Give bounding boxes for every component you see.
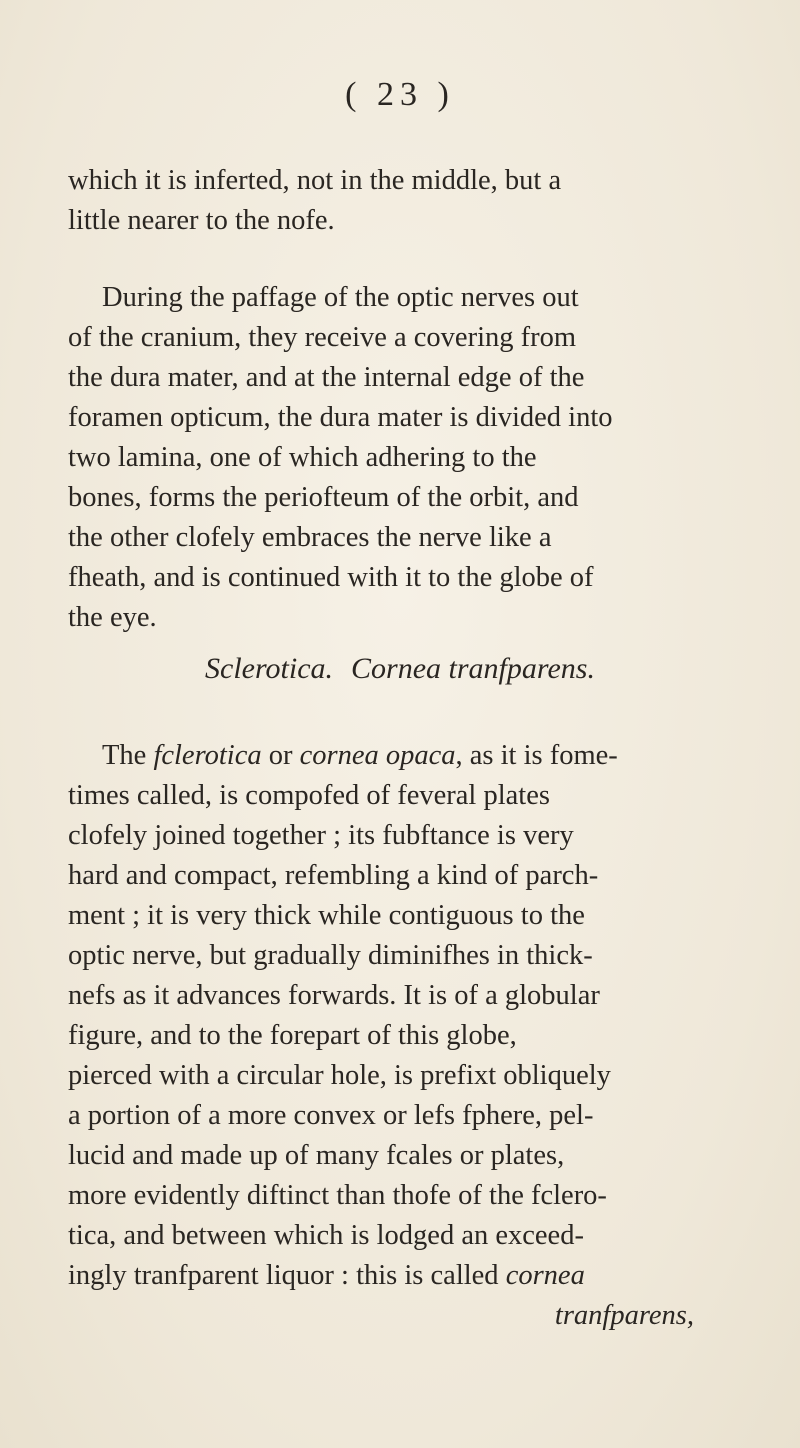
- italic-term-fclerotica: fclerotica: [153, 740, 262, 771]
- text-line: two lamina, one of which adhering to the: [68, 442, 537, 473]
- text-run: or: [261, 740, 300, 771]
- text-line: [68, 1256, 585, 1296]
- catchword: tranfparens,: [554, 1300, 694, 1331]
- heading-cornea-tranfparens: Cornea tranfparens.: [351, 652, 595, 685]
- section-heading: [0, 652, 800, 686]
- text-line: the eye.: [68, 602, 157, 633]
- text-line: foramen opticum, the dura mater is divided into: [68, 402, 613, 433]
- text-line: hard and compact, refembling a kind of parch-: [68, 860, 599, 891]
- italic-term-cornea: cornea: [505, 1260, 585, 1291]
- text-line: [102, 736, 618, 776]
- text-run: ingly tranfparent liquor : this is called: [68, 1260, 506, 1291]
- text-line: a portion of a more convex or lefs fphere, pel-: [68, 1100, 594, 1131]
- text-line: figure, and to the forepart of this globe,: [68, 1020, 517, 1051]
- text-line: optic nerve, but gradually diminifhes in thick-: [68, 940, 593, 971]
- text-line: tica, and between which is lodged an exceed-: [68, 1220, 584, 1251]
- text-line: During the paffage of the optic nerves out: [102, 282, 579, 313]
- text-line: fheath, and is continued with it to the globe of: [68, 562, 594, 593]
- text-line: ment ; it is very thick while contiguous to the: [68, 900, 585, 931]
- text-line: lucid and made up of many fcales or plates,: [68, 1140, 565, 1171]
- text-line: the other clofely embraces the nerve like a: [68, 522, 552, 553]
- text-line: clofely joined together ; its fubftance is very: [68, 820, 574, 851]
- page-number: ( 23 ): [345, 76, 455, 113]
- text-run: , as it is fome-: [455, 740, 618, 771]
- text-line: nefs as it advances forwards. It is of a globular: [68, 980, 600, 1011]
- italic-term-cornea-opaca: cornea opaca: [299, 740, 456, 771]
- text-line: little nearer to the nofe.: [68, 205, 335, 236]
- text-line: the dura mater, and at the internal edge of the: [68, 362, 585, 393]
- text-line: more evidently diftinct than thofe of the fclero-: [68, 1180, 607, 1211]
- text-line: pierced with a circular hole, is prefixt obliquely: [68, 1060, 611, 1091]
- heading-sclerotica: Sclerotica.: [205, 652, 334, 685]
- text-line: bones, forms the periofteum of the orbit, and: [68, 482, 579, 513]
- text-run: The: [102, 740, 154, 771]
- text-line: which it is inferted, not in the middle, but a: [68, 165, 562, 196]
- text-line: of the cranium, they receive a covering from: [68, 322, 577, 353]
- text-line: times called, is compofed of feveral plates: [68, 780, 550, 811]
